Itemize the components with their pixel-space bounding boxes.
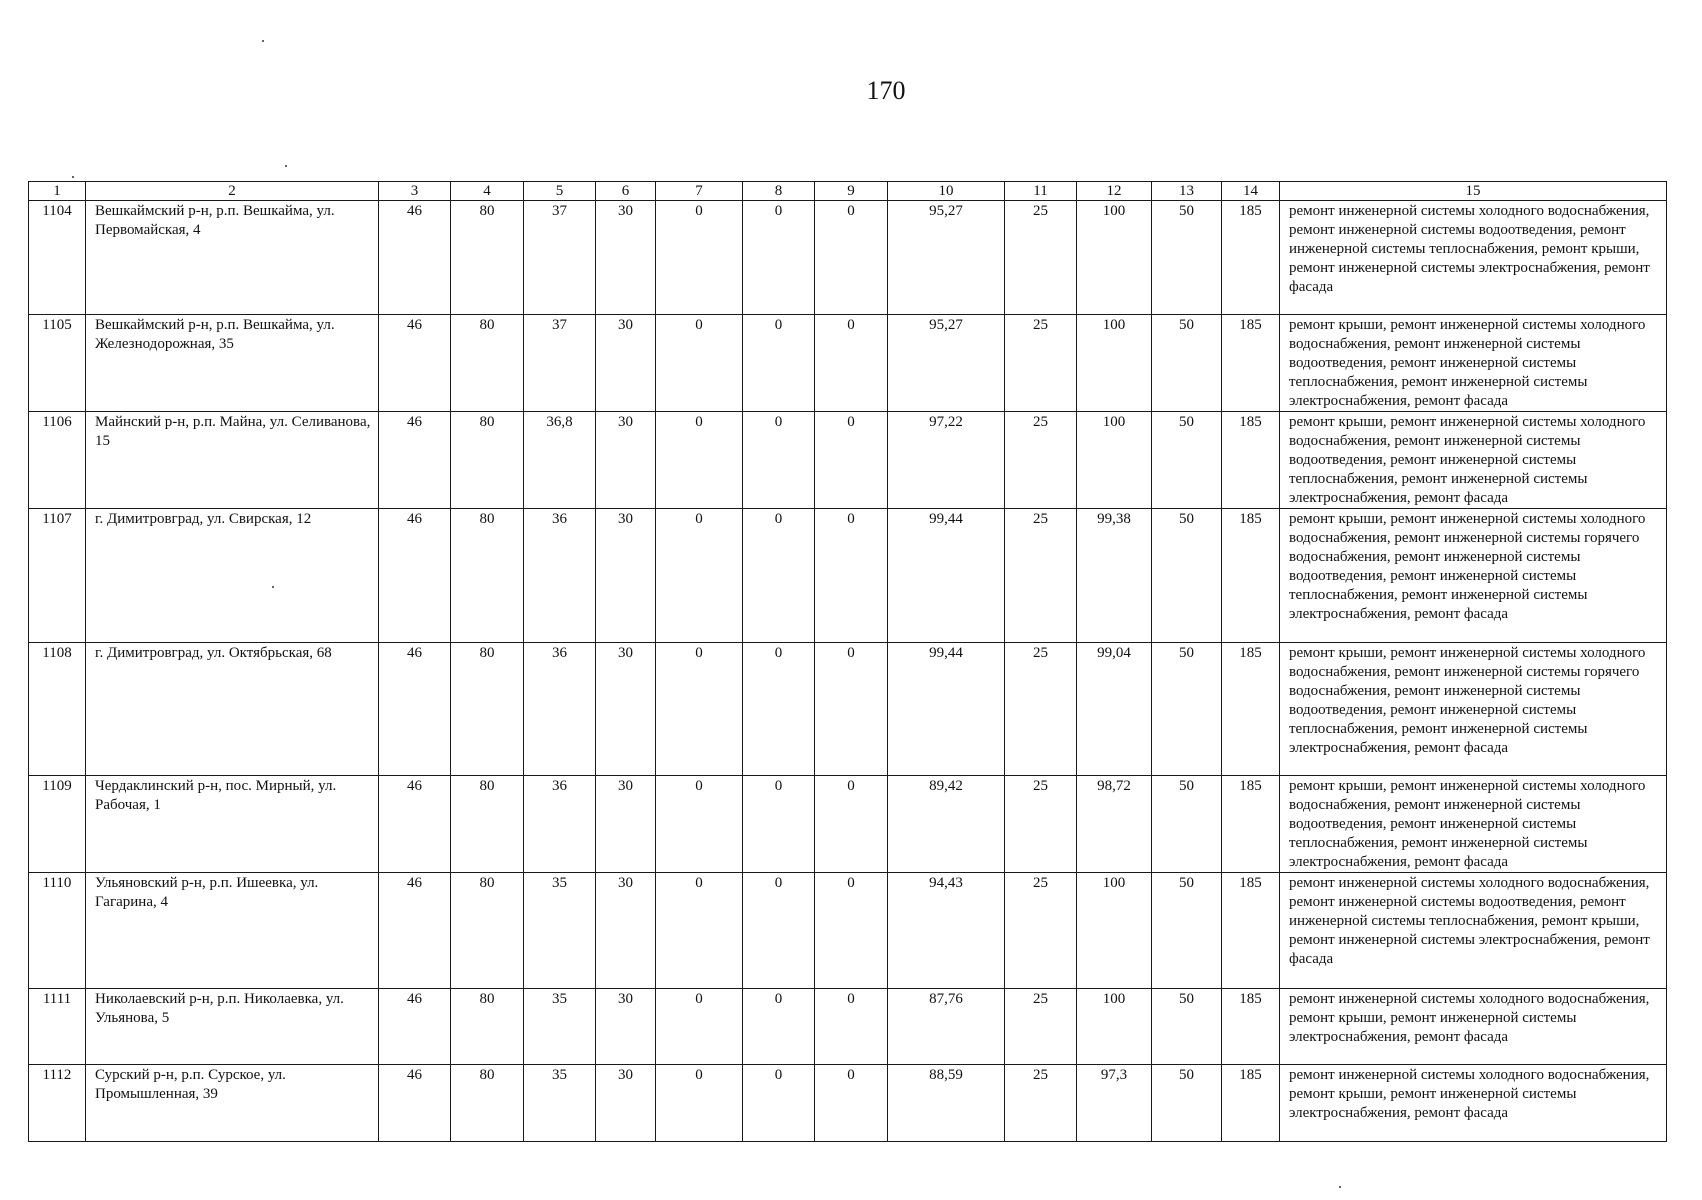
row-col-12: 100 bbox=[1077, 412, 1152, 509]
row-col-5: 35 bbox=[524, 989, 596, 1065]
column-header-3: 3 bbox=[379, 182, 451, 201]
row-col-3: 46 bbox=[379, 776, 451, 873]
table-row bbox=[29, 315, 1667, 412]
row-col-8: 0 bbox=[743, 201, 815, 315]
row-col-13: 50 bbox=[1152, 1065, 1222, 1142]
row-col-14: 185 bbox=[1222, 315, 1280, 412]
row-works: ремонт крыши, ремонт инженерной системы холодного водоснабжения, ремонт инженерной системы водоотведения, ремонт инженерной системы теплоснабжения, ремонт инженерной системы электроснабжения, ремонт фасада bbox=[1280, 315, 1667, 412]
row-col-6: 30 bbox=[596, 776, 656, 873]
row-works: ремонт крыши, ремонт инженерной системы холодного водоснабжения, ремонт инженерной системы горячего водоснабжения, ремонт инженерной системы водоотведения, ремонт инженерной системы теплоснабжения, ремонт инженерной системы электроснабжения, ремонт фасада bbox=[1280, 509, 1667, 643]
row-col-4: 80 bbox=[451, 412, 524, 509]
column-header-1: 1 bbox=[29, 182, 86, 201]
row-col-12: 100 bbox=[1077, 315, 1152, 412]
row-col-6: 30 bbox=[596, 643, 656, 776]
column-header-6: 6 bbox=[596, 182, 656, 201]
row-col-6: 30 bbox=[596, 201, 656, 315]
row-col-5: 36 bbox=[524, 643, 596, 776]
row-col-8: 0 bbox=[743, 412, 815, 509]
row-col-3: 46 bbox=[379, 989, 451, 1065]
scan-speck bbox=[262, 40, 264, 42]
scan-speck bbox=[272, 586, 274, 588]
page-number: 170 bbox=[866, 76, 906, 105]
row-col-8: 0 bbox=[743, 873, 815, 989]
row-col-5: 37 bbox=[524, 315, 596, 412]
row-col-11: 25 bbox=[1005, 873, 1077, 989]
row-id: 1110 bbox=[29, 873, 86, 989]
table-row bbox=[29, 873, 1667, 989]
table-row bbox=[29, 776, 1667, 873]
row-col-13: 50 bbox=[1152, 873, 1222, 989]
row-col-3: 46 bbox=[379, 201, 451, 315]
row-id: 1107 bbox=[29, 509, 86, 643]
row-col-14: 185 bbox=[1222, 873, 1280, 989]
table-row bbox=[29, 989, 1667, 1065]
row-id: 1112 bbox=[29, 1065, 86, 1142]
column-header-14: 14 bbox=[1222, 182, 1280, 201]
column-header-4: 4 bbox=[451, 182, 524, 201]
row-col-10: 97,22 bbox=[888, 412, 1005, 509]
row-col-4: 80 bbox=[451, 873, 524, 989]
row-col-7: 0 bbox=[656, 989, 743, 1065]
row-col-14: 185 bbox=[1222, 201, 1280, 315]
row-col-5: 35 bbox=[524, 1065, 596, 1142]
row-address: Чердаклинский р-н, пос. Мирный, ул. Рабочая, 1 bbox=[86, 776, 379, 873]
row-col-4: 80 bbox=[451, 315, 524, 412]
row-works: ремонт инженерной системы холодного водоснабжения, ремонт инженерной системы водоотведения, ремонт инженерной системы теплоснабжения, ремонт крыши, ремонт инженерной системы электроснабжения, ремонт фасада bbox=[1280, 873, 1667, 989]
row-col-5: 36,8 bbox=[524, 412, 596, 509]
row-col-8: 0 bbox=[743, 1065, 815, 1142]
scan-speck bbox=[72, 176, 74, 178]
row-col-11: 25 bbox=[1005, 989, 1077, 1065]
scan-speck bbox=[285, 165, 287, 167]
row-col-13: 50 bbox=[1152, 509, 1222, 643]
row-address: Вешкаймский р-н, р.п. Вешкайма, ул. Железнодорожная, 35 bbox=[86, 315, 379, 412]
row-col-8: 0 bbox=[743, 989, 815, 1065]
row-col-14: 185 bbox=[1222, 989, 1280, 1065]
row-col-14: 185 bbox=[1222, 1065, 1280, 1142]
row-col-7: 0 bbox=[656, 1065, 743, 1142]
row-col-4: 80 bbox=[451, 643, 524, 776]
scan-speck bbox=[1339, 1186, 1341, 1188]
column-header-10: 10 bbox=[888, 182, 1005, 201]
row-col-8: 0 bbox=[743, 315, 815, 412]
row-col-12: 99,38 bbox=[1077, 509, 1152, 643]
row-col-5: 36 bbox=[524, 509, 596, 643]
row-col-13: 50 bbox=[1152, 989, 1222, 1065]
row-col-13: 50 bbox=[1152, 315, 1222, 412]
row-col-10: 88,59 bbox=[888, 1065, 1005, 1142]
row-address: Майнский р-н, р.п. Майна, ул. Селиванова, 15 bbox=[86, 412, 379, 509]
row-works: ремонт инженерной системы холодного водоснабжения, ремонт крыши, ремонт инженерной системы электроснабжения, ремонт фасада bbox=[1280, 989, 1667, 1065]
row-col-12: 98,72 bbox=[1077, 776, 1152, 873]
row-col-7: 0 bbox=[656, 643, 743, 776]
row-col-13: 50 bbox=[1152, 201, 1222, 315]
row-col-4: 80 bbox=[451, 1065, 524, 1142]
row-col-14: 185 bbox=[1222, 643, 1280, 776]
row-col-7: 0 bbox=[656, 412, 743, 509]
header-row bbox=[29, 182, 1667, 201]
column-header-9: 9 bbox=[815, 182, 888, 201]
row-col-3: 46 bbox=[379, 873, 451, 989]
row-col-13: 50 bbox=[1152, 643, 1222, 776]
row-col-6: 30 bbox=[596, 989, 656, 1065]
row-works: ремонт инженерной системы холодного водоснабжения, ремонт инженерной системы водоотведения, ремонт инженерной системы теплоснабжения, ремонт крыши, ремонт инженерной системы электроснабжения, ремонт фасада bbox=[1280, 201, 1667, 315]
column-header-5: 5 bbox=[524, 182, 596, 201]
row-col-10: 94,43 bbox=[888, 873, 1005, 989]
row-col-5: 36 bbox=[524, 776, 596, 873]
table-body bbox=[29, 201, 1667, 1142]
row-id: 1104 bbox=[29, 201, 86, 315]
row-col-10: 95,27 bbox=[888, 315, 1005, 412]
row-col-12: 100 bbox=[1077, 873, 1152, 989]
column-header-12: 12 bbox=[1077, 182, 1152, 201]
row-address: Сурский р-н, р.п. Сурское, ул. Промышленная, 39 bbox=[86, 1065, 379, 1142]
column-header-7: 7 bbox=[656, 182, 743, 201]
row-col-4: 80 bbox=[451, 509, 524, 643]
row-col-11: 25 bbox=[1005, 776, 1077, 873]
row-col-14: 185 bbox=[1222, 412, 1280, 509]
row-col-11: 25 bbox=[1005, 412, 1077, 509]
table-header bbox=[29, 182, 1667, 201]
column-header-8: 8 bbox=[743, 182, 815, 201]
row-col-4: 80 bbox=[451, 776, 524, 873]
repair-register-table bbox=[28, 181, 1667, 1142]
row-col-11: 25 bbox=[1005, 201, 1077, 315]
row-col-9: 0 bbox=[815, 201, 888, 315]
row-col-6: 30 bbox=[596, 1065, 656, 1142]
row-col-9: 0 bbox=[815, 509, 888, 643]
row-col-4: 80 bbox=[451, 989, 524, 1065]
row-col-11: 25 bbox=[1005, 315, 1077, 412]
row-id: 1109 bbox=[29, 776, 86, 873]
row-address: Николаевский р-н, р.п. Николаевка, ул. Ульянова, 5 bbox=[86, 989, 379, 1065]
row-col-7: 0 bbox=[656, 873, 743, 989]
row-id: 1111 bbox=[29, 989, 86, 1065]
row-col-14: 185 bbox=[1222, 509, 1280, 643]
row-col-10: 99,44 bbox=[888, 509, 1005, 643]
column-header-2: 2 bbox=[86, 182, 379, 201]
row-col-13: 50 bbox=[1152, 412, 1222, 509]
column-header-13: 13 bbox=[1152, 182, 1222, 201]
row-col-9: 0 bbox=[815, 989, 888, 1065]
row-id: 1106 bbox=[29, 412, 86, 509]
row-col-7: 0 bbox=[656, 315, 743, 412]
column-header-11: 11 bbox=[1005, 182, 1077, 201]
row-col-9: 0 bbox=[815, 643, 888, 776]
row-col-8: 0 bbox=[743, 776, 815, 873]
row-col-4: 80 bbox=[451, 201, 524, 315]
table-row bbox=[29, 1065, 1667, 1142]
row-col-9: 0 bbox=[815, 1065, 888, 1142]
row-col-6: 30 bbox=[596, 873, 656, 989]
table-row bbox=[29, 412, 1667, 509]
row-col-14: 185 bbox=[1222, 776, 1280, 873]
row-col-7: 0 bbox=[656, 201, 743, 315]
row-address: г. Димитровград, ул. Октябрьская, 68 bbox=[86, 643, 379, 776]
row-col-9: 0 bbox=[815, 412, 888, 509]
row-works: ремонт крыши, ремонт инженерной системы холодного водоснабжения, ремонт инженерной системы водоотведения, ремонт инженерной системы теплоснабжения, ремонт инженерной системы электроснабжения, ремонт фасада bbox=[1280, 776, 1667, 873]
table-row bbox=[29, 201, 1667, 315]
row-col-8: 0 bbox=[743, 509, 815, 643]
row-col-7: 0 bbox=[656, 509, 743, 643]
row-col-11: 25 bbox=[1005, 509, 1077, 643]
row-col-3: 46 bbox=[379, 315, 451, 412]
row-col-8: 0 bbox=[743, 643, 815, 776]
row-col-10: 87,76 bbox=[888, 989, 1005, 1065]
row-col-3: 46 bbox=[379, 1065, 451, 1142]
row-col-6: 30 bbox=[596, 509, 656, 643]
row-id: 1105 bbox=[29, 315, 86, 412]
row-col-10: 95,27 bbox=[888, 201, 1005, 315]
row-col-9: 0 bbox=[815, 315, 888, 412]
row-col-11: 25 bbox=[1005, 1065, 1077, 1142]
row-col-5: 37 bbox=[524, 201, 596, 315]
table-row bbox=[29, 509, 1667, 643]
row-col-3: 46 bbox=[379, 643, 451, 776]
row-col-11: 25 bbox=[1005, 643, 1077, 776]
row-address: Ульяновский р-н, р.п. Ишеевка, ул. Гагарина, 4 bbox=[86, 873, 379, 989]
row-col-3: 46 bbox=[379, 412, 451, 509]
row-col-9: 0 bbox=[815, 873, 888, 989]
row-col-12: 99,04 bbox=[1077, 643, 1152, 776]
row-col-12: 97,3 bbox=[1077, 1065, 1152, 1142]
row-col-7: 0 bbox=[656, 776, 743, 873]
row-col-5: 35 bbox=[524, 873, 596, 989]
row-col-3: 46 bbox=[379, 509, 451, 643]
row-works: ремонт инженерной системы холодного водоснабжения, ремонт крыши, ремонт инженерной системы электроснабжения, ремонт фасада bbox=[1280, 1065, 1667, 1142]
row-id: 1108 bbox=[29, 643, 86, 776]
row-works: ремонт крыши, ремонт инженерной системы холодного водоснабжения, ремонт инженерной системы водоотведения, ремонт инженерной системы теплоснабжения, ремонт инженерной системы электроснабжения, ремонт фасада bbox=[1280, 412, 1667, 509]
row-col-6: 30 bbox=[596, 315, 656, 412]
row-address: г. Димитровград, ул. Свирская, 12 bbox=[86, 509, 379, 643]
row-works: ремонт крыши, ремонт инженерной системы холодного водоснабжения, ремонт инженерной системы горячего водоснабжения, ремонт инженерной системы водоотведения, ремонт инженерной системы теплоснабжения, ремонт инженерной системы электроснабжения, ремонт фасада bbox=[1280, 643, 1667, 776]
row-col-9: 0 bbox=[815, 776, 888, 873]
row-col-6: 30 bbox=[596, 412, 656, 509]
column-header-15: 15 bbox=[1280, 182, 1667, 201]
row-address: Вешкаймский р-н, р.п. Вешкайма, ул. Первомайская, 4 bbox=[86, 201, 379, 315]
row-col-13: 50 bbox=[1152, 776, 1222, 873]
row-col-10: 89,42 bbox=[888, 776, 1005, 873]
row-col-12: 100 bbox=[1077, 989, 1152, 1065]
row-col-12: 100 bbox=[1077, 201, 1152, 315]
table-row bbox=[29, 643, 1667, 776]
row-col-10: 99,44 bbox=[888, 643, 1005, 776]
